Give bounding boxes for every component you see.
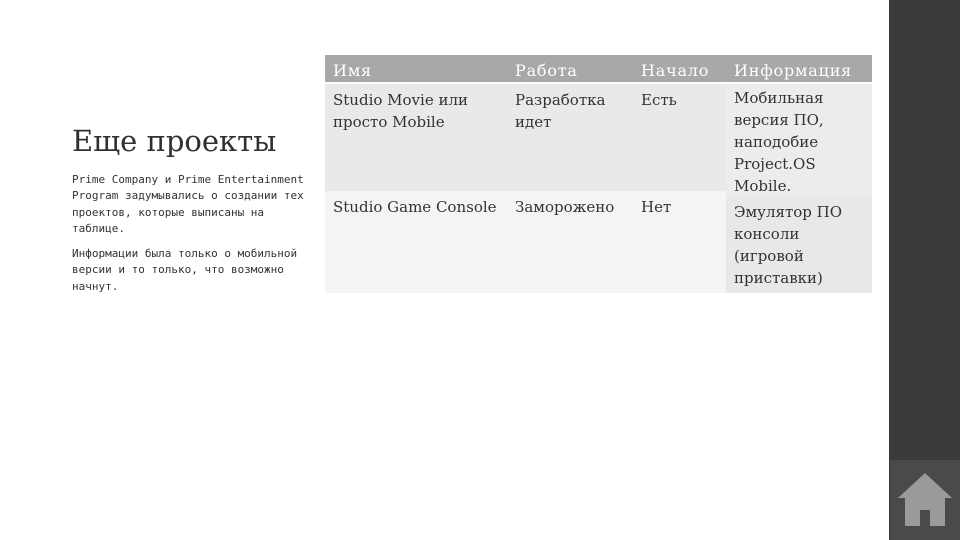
cell-start: Нет	[633, 191, 726, 293]
cell-work: Разработка идет	[507, 83, 633, 191]
slide-title: Еще проекты	[72, 124, 277, 158]
cell-info: Эмулятор ПО консоли (игровой приставки)	[726, 198, 872, 293]
home-icon	[896, 470, 954, 530]
cell-work: Заморожено	[507, 191, 633, 293]
header-start: Начало	[633, 55, 726, 83]
slide-body	[72, 172, 312, 304]
home-button[interactable]	[890, 460, 960, 540]
cell-info: Мобильная версия ПО, наподобие Project.OS Mobile.	[726, 84, 872, 198]
header-work: Работа	[507, 55, 633, 83]
header-name: Имя	[325, 55, 507, 83]
cell-name: Studio Game Console	[325, 191, 507, 293]
cell-name: Studio Movie или просто Mobile	[325, 83, 507, 191]
header-info: Информация	[726, 55, 872, 83]
right-sidebar	[889, 0, 960, 540]
body-paragraph: Информации была только о мобильной версии и то только, что возможно начнут.	[72, 247, 298, 293]
body-paragraph: Prime Company и Prime Entertainment Program задумывались о создании тех проектов, которые выписаны на таблице.	[72, 173, 304, 235]
table-header-row	[325, 55, 872, 83]
cell-start: Есть	[633, 83, 726, 191]
info-column	[726, 83, 872, 293]
projects-table	[325, 55, 872, 290]
table-row	[325, 83, 872, 191]
